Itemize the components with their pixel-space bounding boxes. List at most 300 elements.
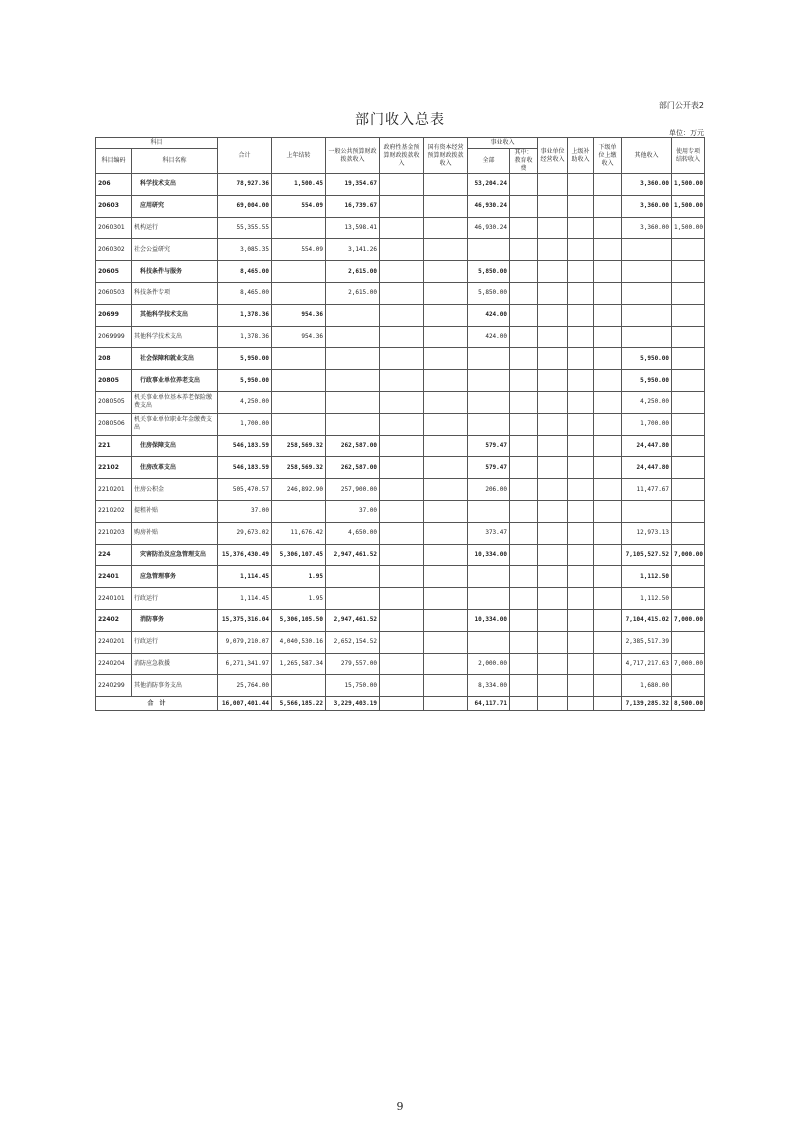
cell-other: 7,105,527.52 [622, 544, 672, 566]
cell-biz-edu [510, 631, 538, 653]
cell-total: 5,950.00 [218, 348, 272, 370]
cell-total: 78,927.36 [218, 174, 272, 196]
cell-name: 消防应急救援 [132, 653, 218, 675]
total-cell-biz-all: 64,117.71 [468, 697, 510, 711]
cell-general: 4,650.00 [326, 522, 380, 544]
cell-code: 2240204 [96, 653, 132, 675]
table-row [96, 413, 705, 435]
cell-other: 1,112.50 [622, 588, 672, 610]
total-cell-carryover: 5,566,185.22 [272, 697, 326, 711]
cell-special [672, 304, 705, 326]
cell-subordinate [594, 479, 622, 501]
cell-operating [538, 479, 568, 501]
cell-other: 4,717,217.63 [622, 653, 672, 675]
cell-biz-all: 373.47 [468, 522, 510, 544]
cell-special: 7,000.00 [672, 544, 705, 566]
cell-other: 24,447.80 [622, 435, 672, 457]
cell-operating [538, 195, 568, 217]
cell-total: 1,700.00 [218, 413, 272, 435]
cell-special [672, 282, 705, 304]
cell-biz-all: 5,850.00 [468, 282, 510, 304]
cell-code: 2240299 [96, 675, 132, 697]
table-row [96, 348, 705, 370]
cell-biz-edu [510, 348, 538, 370]
cell-carryover: 1.95 [272, 566, 326, 588]
cell-general [326, 588, 380, 610]
cell-state-cap [424, 544, 468, 566]
table-row [96, 653, 705, 675]
cell-superior [568, 500, 594, 522]
total-cell-gov-fund [380, 697, 424, 711]
cell-general: 2,615.00 [326, 261, 380, 283]
cell-superior [568, 370, 594, 392]
header-operating: 事业单位经营收入 [538, 138, 568, 174]
cell-carryover: 954.36 [272, 326, 326, 348]
cell-superior [568, 239, 594, 261]
total-label: 合 计 [96, 697, 218, 711]
cell-name: 科学技术支出 [132, 174, 218, 196]
cell-biz-all: 2,000.00 [468, 653, 510, 675]
cell-biz-edu [510, 566, 538, 588]
cell-gov-fund [380, 609, 424, 631]
cell-operating [538, 609, 568, 631]
cell-carryover [272, 500, 326, 522]
cell-state-cap [424, 653, 468, 675]
cell-state-cap [424, 413, 468, 435]
cell-gov-fund [380, 304, 424, 326]
cell-total: 1,114.45 [218, 588, 272, 610]
cell-code: 2210202 [96, 500, 132, 522]
cell-code: 20603 [96, 195, 132, 217]
cell-biz-edu [510, 391, 538, 413]
cell-subordinate [594, 348, 622, 370]
cell-name: 行政事业单位养老支出 [132, 370, 218, 392]
cell-subordinate [594, 435, 622, 457]
total-row [96, 697, 705, 711]
cell-state-cap [424, 522, 468, 544]
cell-total: 4,250.00 [218, 391, 272, 413]
cell-code: 2240101 [96, 588, 132, 610]
cell-state-cap [424, 631, 468, 653]
table-header [96, 138, 705, 174]
cell-gov-fund [380, 174, 424, 196]
cell-name: 其他科学技术支出 [132, 304, 218, 326]
cell-superior [568, 544, 594, 566]
cell-biz-all: 46,930.24 [468, 217, 510, 239]
cell-state-cap [424, 174, 468, 196]
cell-biz-all: 206.00 [468, 479, 510, 501]
cell-biz-edu [510, 174, 538, 196]
cell-biz-edu [510, 282, 538, 304]
cell-carryover [272, 675, 326, 697]
cell-subordinate [594, 653, 622, 675]
cell-name: 住房公积金 [132, 479, 218, 501]
table-row [96, 522, 705, 544]
cell-total: 1,114.45 [218, 566, 272, 588]
total-cell-special: 8,500.00 [672, 697, 705, 711]
cell-special: 1,500.00 [672, 174, 705, 196]
cell-total: 15,376,430.49 [218, 544, 272, 566]
cell-other: 4,250.00 [622, 391, 672, 413]
cell-state-cap [424, 239, 468, 261]
header-gov-fund: 政府性基金预算财政拨款收入 [380, 138, 424, 174]
header-fiscal-special: 使用专项结转收入 [672, 138, 705, 174]
cell-name: 社会公益研究 [132, 239, 218, 261]
cell-biz-all: 579.47 [468, 435, 510, 457]
table-row [96, 174, 705, 196]
cell-operating [538, 282, 568, 304]
cell-total: 5,950.00 [218, 370, 272, 392]
cell-general: 2,652,154.52 [326, 631, 380, 653]
cell-biz-edu [510, 653, 538, 675]
cell-state-cap [424, 195, 468, 217]
cell-total: 69,004.00 [218, 195, 272, 217]
cell-gov-fund [380, 326, 424, 348]
cell-biz-all [468, 631, 510, 653]
cell-biz-all: 424.00 [468, 326, 510, 348]
cell-code: 2080505 [96, 391, 132, 413]
cell-carryover: 5,306,107.45 [272, 544, 326, 566]
total-cell-subordinate [594, 697, 622, 711]
form-number: 部门公开表2 [658, 101, 704, 110]
cell-special [672, 566, 705, 588]
cell-gov-fund [380, 413, 424, 435]
cell-carryover: 554.09 [272, 195, 326, 217]
cell-gov-fund [380, 348, 424, 370]
cell-biz-all: 10,334.00 [468, 544, 510, 566]
cell-code: 22401 [96, 566, 132, 588]
header-name: 科目名称 [132, 149, 218, 174]
cell-code: 22402 [96, 609, 132, 631]
cell-code: 2080506 [96, 413, 132, 435]
cell-gov-fund [380, 370, 424, 392]
cell-state-cap [424, 479, 468, 501]
table-row [96, 566, 705, 588]
cell-name: 应用研究 [132, 195, 218, 217]
cell-biz-edu [510, 370, 538, 392]
cell-biz-edu [510, 326, 538, 348]
cell-biz-edu [510, 522, 538, 544]
cell-state-cap [424, 588, 468, 610]
cell-operating [538, 370, 568, 392]
cell-biz-edu [510, 435, 538, 457]
cell-special [672, 631, 705, 653]
cell-superior [568, 609, 594, 631]
cell-carryover: 258,569.32 [272, 435, 326, 457]
cell-biz-all [468, 239, 510, 261]
cell-operating [538, 588, 568, 610]
table-row [96, 239, 705, 261]
cell-biz-all: 424.00 [468, 304, 510, 326]
cell-other: 5,950.00 [622, 348, 672, 370]
cell-code: 221 [96, 435, 132, 457]
cell-code: 20805 [96, 370, 132, 392]
cell-code: 20605 [96, 261, 132, 283]
cell-biz-all: 5,850.00 [468, 261, 510, 283]
header-code: 科目编码 [96, 149, 132, 174]
cell-operating [538, 217, 568, 239]
cell-state-cap [424, 500, 468, 522]
cell-gov-fund [380, 261, 424, 283]
cell-general [326, 326, 380, 348]
table-row [96, 631, 705, 653]
cell-gov-fund [380, 631, 424, 653]
cell-code: 2210201 [96, 479, 132, 501]
table-row [96, 261, 705, 283]
cell-operating [538, 675, 568, 697]
cell-superior [568, 522, 594, 544]
cell-carryover [272, 261, 326, 283]
cell-other: 11,477.67 [622, 479, 672, 501]
cell-special [672, 435, 705, 457]
header-subject: 科目 [96, 138, 218, 149]
cell-operating [538, 326, 568, 348]
cell-other [622, 261, 672, 283]
cell-gov-fund [380, 239, 424, 261]
cell-state-cap [424, 217, 468, 239]
cell-operating [538, 457, 568, 479]
table-row [96, 195, 705, 217]
cell-carryover: 5,306,105.50 [272, 609, 326, 631]
cell-gov-fund [380, 282, 424, 304]
cell-general: 19,354.67 [326, 174, 380, 196]
header-state-capital: 国有资本经营预算财政拨款收入 [424, 138, 468, 174]
cell-subordinate [594, 566, 622, 588]
cell-carryover: 1,500.45 [272, 174, 326, 196]
cell-carryover: 246,892.90 [272, 479, 326, 501]
cell-gov-fund [380, 391, 424, 413]
cell-total: 25,764.00 [218, 675, 272, 697]
cell-gov-fund [380, 435, 424, 457]
cell-biz-all: 8,334.00 [468, 675, 510, 697]
total-cell-total: 16,007,401.44 [218, 697, 272, 711]
cell-other: 24,447.80 [622, 457, 672, 479]
cell-general [326, 391, 380, 413]
cell-superior [568, 391, 594, 413]
cell-total: 9,079,210.07 [218, 631, 272, 653]
income-summary-table [95, 137, 705, 711]
cell-gov-fund [380, 479, 424, 501]
cell-superior [568, 282, 594, 304]
table-row [96, 675, 705, 697]
cell-operating [538, 413, 568, 435]
cell-subordinate [594, 174, 622, 196]
cell-biz-all [468, 413, 510, 435]
cell-subordinate [594, 326, 622, 348]
cell-superior [568, 457, 594, 479]
cell-other: 2,385,517.39 [622, 631, 672, 653]
cell-special [672, 588, 705, 610]
cell-biz-edu [510, 261, 538, 283]
cell-name: 住房保障支出 [132, 435, 218, 457]
header-subordinate-payment: 下级单位上缴收入 [594, 138, 622, 174]
cell-state-cap [424, 675, 468, 697]
cell-carryover [272, 282, 326, 304]
table-row [96, 435, 705, 457]
cell-subordinate [594, 588, 622, 610]
cell-name: 科技条件与服务 [132, 261, 218, 283]
cell-other [622, 304, 672, 326]
cell-special [672, 675, 705, 697]
cell-biz-edu [510, 304, 538, 326]
cell-state-cap [424, 435, 468, 457]
cell-subordinate [594, 675, 622, 697]
cell-operating [538, 500, 568, 522]
cell-total: 55,355.55 [218, 217, 272, 239]
cell-superior [568, 348, 594, 370]
cell-superior [568, 653, 594, 675]
cell-other: 12,973.13 [622, 522, 672, 544]
cell-state-cap [424, 261, 468, 283]
cell-subordinate [594, 522, 622, 544]
cell-other: 3,360.00 [622, 174, 672, 196]
cell-other [622, 239, 672, 261]
cell-biz-all: 53,204.24 [468, 174, 510, 196]
cell-gov-fund [380, 522, 424, 544]
cell-biz-edu [510, 675, 538, 697]
cell-total: 8,465.00 [218, 282, 272, 304]
cell-carryover: 954.36 [272, 304, 326, 326]
cell-general [326, 348, 380, 370]
cell-biz-all [468, 500, 510, 522]
table-row [96, 282, 705, 304]
cell-carryover: 554.09 [272, 239, 326, 261]
cell-other: 5,950.00 [622, 370, 672, 392]
cell-state-cap [424, 282, 468, 304]
cell-state-cap [424, 326, 468, 348]
table-body [96, 174, 705, 697]
cell-total: 3,085.35 [218, 239, 272, 261]
cell-other: 3,360.00 [622, 195, 672, 217]
cell-biz-all [468, 391, 510, 413]
cell-subordinate [594, 217, 622, 239]
cell-biz-edu [510, 217, 538, 239]
cell-superior [568, 195, 594, 217]
cell-biz-edu [510, 544, 538, 566]
table-row [96, 544, 705, 566]
cell-biz-all [468, 588, 510, 610]
cell-general: 15,750.00 [326, 675, 380, 697]
cell-name: 机构运行 [132, 217, 218, 239]
cell-other [622, 282, 672, 304]
cell-general: 262,587.00 [326, 457, 380, 479]
cell-name: 消防事务 [132, 609, 218, 631]
cell-other [622, 326, 672, 348]
cell-name: 其他消防事务支出 [132, 675, 218, 697]
header-business-edu: 其中：教育收费 [510, 149, 538, 174]
cell-other: 1,700.00 [622, 413, 672, 435]
cell-operating [538, 522, 568, 544]
cell-biz-edu [510, 195, 538, 217]
cell-general [326, 370, 380, 392]
total-cell-superior [568, 697, 594, 711]
cell-code: 2069999 [96, 326, 132, 348]
cell-name: 应急管理事务 [132, 566, 218, 588]
unit-label: 单位：万元 [669, 129, 704, 137]
cell-superior [568, 261, 594, 283]
cell-biz-all: 46,930.24 [468, 195, 510, 217]
cell-operating [538, 174, 568, 196]
page-title: 部门收入总表 [355, 112, 445, 128]
header-other: 其他收入 [622, 138, 672, 174]
cell-operating [538, 566, 568, 588]
cell-carryover: 4,040,530.16 [272, 631, 326, 653]
cell-name: 提租补贴 [132, 500, 218, 522]
cell-operating [538, 631, 568, 653]
cell-special [672, 522, 705, 544]
table-row [96, 370, 705, 392]
cell-special [672, 413, 705, 435]
cell-name: 灾害防治及应急管理支出 [132, 544, 218, 566]
cell-subordinate [594, 195, 622, 217]
cell-biz-all: 10,334.00 [468, 609, 510, 631]
table-row [96, 217, 705, 239]
cell-subordinate [594, 261, 622, 283]
header-general-budget: 一般公共预算财政拨款收入 [326, 138, 380, 174]
cell-code: 20699 [96, 304, 132, 326]
cell-total: 15,375,316.04 [218, 609, 272, 631]
cell-state-cap [424, 348, 468, 370]
cell-operating [538, 391, 568, 413]
cell-total: 1,378.36 [218, 304, 272, 326]
cell-subordinate [594, 370, 622, 392]
cell-general: 262,587.00 [326, 435, 380, 457]
table-row [96, 304, 705, 326]
cell-superior [568, 675, 594, 697]
cell-general: 2,947,461.52 [326, 609, 380, 631]
cell-general: 13,598.41 [326, 217, 380, 239]
header-business-income: 事业收入 [468, 138, 538, 149]
cell-biz-edu [510, 588, 538, 610]
cell-biz-edu [510, 479, 538, 501]
total-cell-operating [538, 697, 568, 711]
header-superior-subsidy: 上级补助收入 [568, 138, 594, 174]
cell-special: 1,500.00 [672, 217, 705, 239]
cell-special [672, 261, 705, 283]
cell-total: 546,183.59 [218, 435, 272, 457]
cell-carryover: 1,265,587.34 [272, 653, 326, 675]
cell-special [672, 500, 705, 522]
cell-superior [568, 304, 594, 326]
cell-carryover: 11,676.42 [272, 522, 326, 544]
cell-gov-fund [380, 588, 424, 610]
cell-biz-all [468, 566, 510, 588]
cell-biz-edu [510, 609, 538, 631]
cell-special: 7,000.00 [672, 609, 705, 631]
cell-biz-edu [510, 500, 538, 522]
cell-total: 546,183.59 [218, 457, 272, 479]
cell-special: 7,000.00 [672, 653, 705, 675]
cell-state-cap [424, 304, 468, 326]
header-total: 合计 [218, 138, 272, 174]
cell-superior [568, 631, 594, 653]
cell-name: 机关事业单位职业年金缴费支出 [132, 413, 218, 435]
cell-name: 住房改革支出 [132, 457, 218, 479]
cell-special [672, 479, 705, 501]
cell-carryover [272, 348, 326, 370]
cell-name: 社会保障和就业支出 [132, 348, 218, 370]
cell-gov-fund [380, 195, 424, 217]
cell-gov-fund [380, 457, 424, 479]
cell-general: 37.00 [326, 500, 380, 522]
cell-gov-fund [380, 566, 424, 588]
cell-code: 22102 [96, 457, 132, 479]
cell-operating [538, 435, 568, 457]
cell-superior [568, 217, 594, 239]
cell-total: 37.00 [218, 500, 272, 522]
cell-biz-all [468, 370, 510, 392]
cell-code: 2060503 [96, 282, 132, 304]
